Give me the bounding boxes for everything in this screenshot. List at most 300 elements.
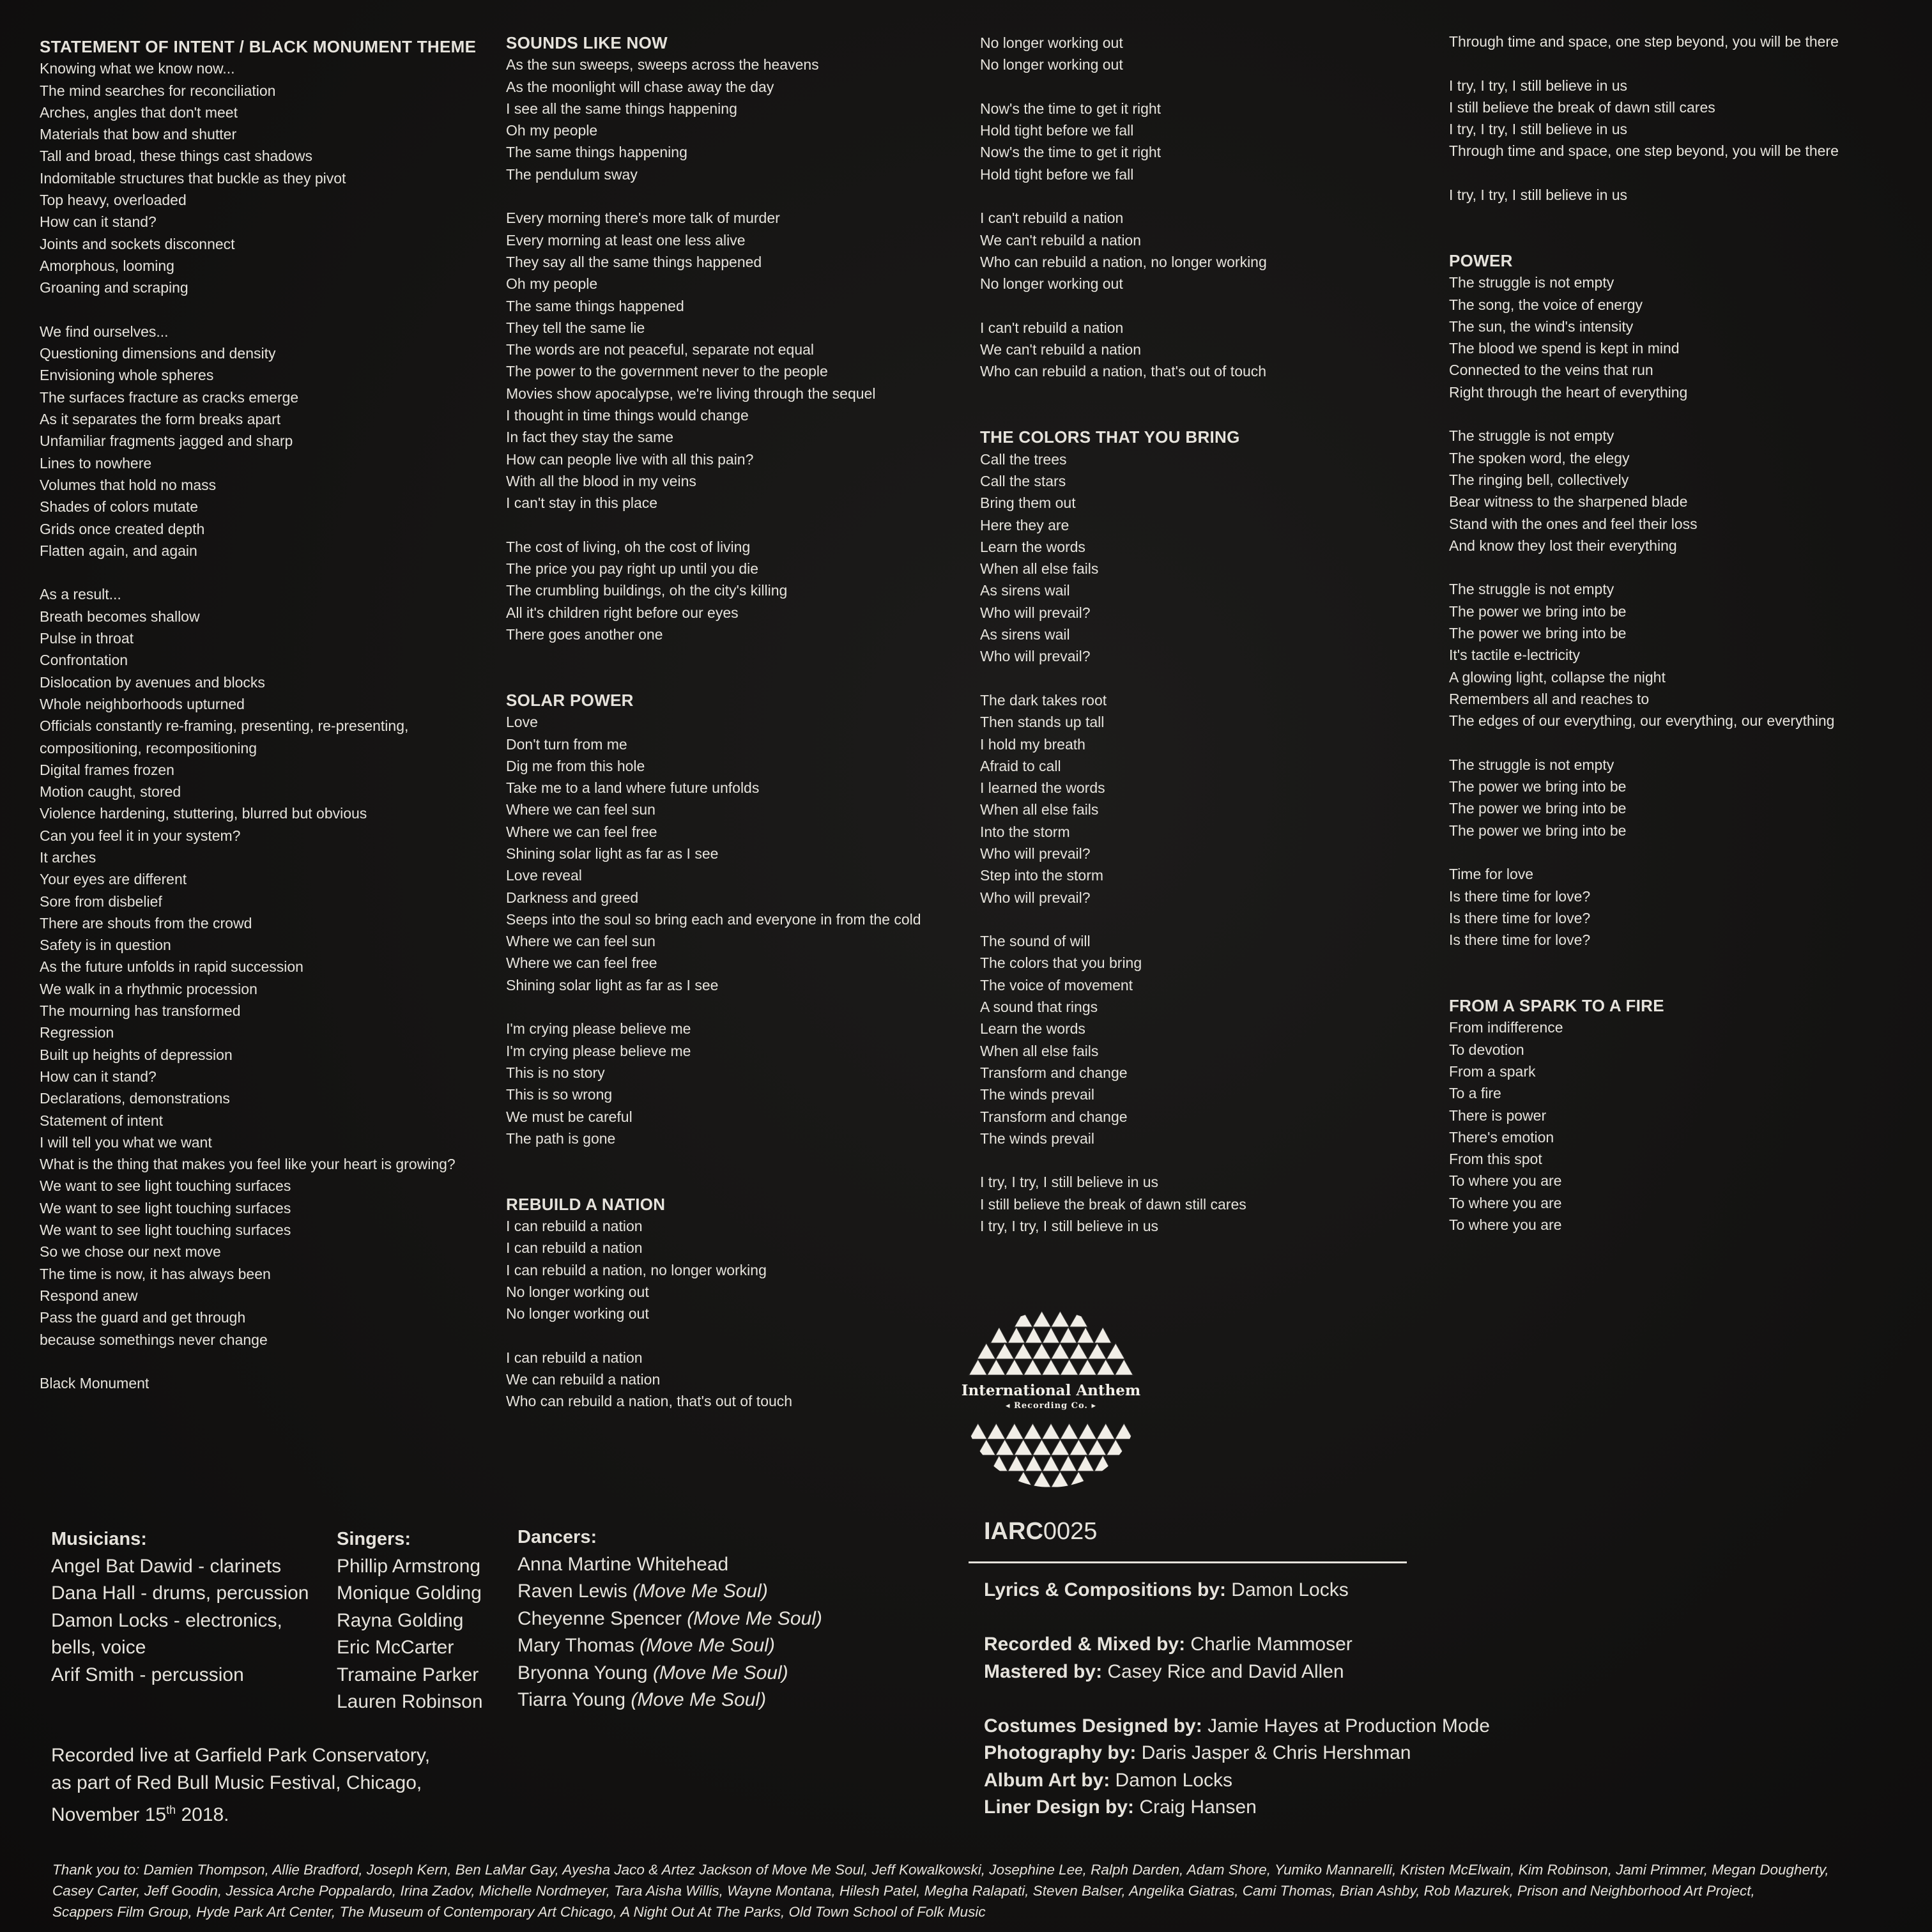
lyric-line: There goes another one — [506, 626, 663, 643]
lyric-line: To where you are — [1449, 1216, 1562, 1234]
lyric-line: The mourning has transformed — [40, 1002, 241, 1020]
lyric-line: Call the trees — [980, 450, 1067, 468]
lyric-line: The path is gone — [506, 1130, 616, 1147]
lyric-line: The edges of our everything, our everything, our everything — [1449, 712, 1835, 730]
lyric-line: All it's children right before our eyes — [506, 604, 739, 621]
musician-line: Dana Hall - drums, percussion — [51, 1583, 309, 1604]
musician-line: bells, voice — [51, 1637, 146, 1658]
lyric-line: No longer working out — [506, 1283, 649, 1300]
dome-facet — [1107, 1439, 1125, 1455]
lyric-line: Darkness and greed — [506, 889, 639, 906]
lyric-line: Pulse in throat — [40, 630, 134, 647]
lyric-line: I can rebuild a nation — [506, 1218, 643, 1235]
lyric-line: The ringing bell, collectively — [1449, 471, 1629, 488]
lyric-line: With all the blood in my veins — [506, 472, 696, 489]
lyric-line: We walk in a rhythmic procession — [40, 980, 257, 997]
lyric-line: As sirens wail — [980, 626, 1070, 643]
dancer-line: Cheyenne Spencer (Move Me Soul) — [518, 1607, 822, 1629]
dome-facet — [995, 1343, 1014, 1359]
stanza-gap — [1449, 228, 1915, 250]
lyric-line: I try, I try, I still believe in us — [1449, 121, 1628, 138]
lyric-line: From indifference — [1449, 1019, 1563, 1036]
stanza-gap — [40, 299, 487, 321]
lyric-line: I can rebuild a nation, no longer working — [506, 1261, 767, 1278]
dome-facet — [1094, 1455, 1112, 1471]
stanza-gap — [1449, 951, 1915, 972]
stanza-gap — [980, 185, 1427, 207]
stanza-gap — [40, 1351, 487, 1372]
lyric-line: I see all the same things happening — [506, 100, 737, 117]
lyric-line: Safety is in question — [40, 937, 171, 954]
lyric-line: We can rebuild a nation — [506, 1371, 661, 1388]
lyric-line: We can't rebuild a nation — [980, 231, 1142, 249]
lyric-line: Groaning and scraping — [40, 279, 188, 296]
lyric-line: Who can rebuild a nation, no longer working — [980, 253, 1267, 270]
thank-you-line: Thank you to: Damien Thompson, Allie Bradford, Joseph Kern, Ben LaMar Gay, Ayesha Jaco & Artez Jackson of Move Me Soul, Jeff Kowalkowski, Josephine Lee, Ralph Darden, Adam Shore, Yumiko Mannarelli, Kristen McElwain, Kim Robinson, Jami Primmer, Megan Dougherty, — [52, 1862, 1829, 1878]
lyric-line: I still believe the break of dawn still cares — [1449, 98, 1715, 116]
dome-facet — [1088, 1343, 1107, 1359]
lyric-line: Remembers all and reaches to — [1449, 690, 1650, 707]
lyric-line: I can't stay in this place — [506, 494, 658, 512]
lyric-line: Is there time for love? — [1449, 909, 1591, 926]
lyric-line: When all else fails — [980, 1042, 1099, 1059]
dome-facet — [1051, 1439, 1070, 1455]
lyric-line: The mind searches for reconciliation — [40, 82, 276, 99]
lyric-line: When all else fails — [980, 560, 1099, 578]
song-title: POWER — [1449, 250, 1513, 270]
stanza-gap — [506, 1325, 966, 1347]
label-logo-subtitle: ◂ Recording Co. ▸ — [1005, 1401, 1097, 1411]
stanza-gap — [980, 295, 1427, 317]
lyric-line: The power we bring into be — [1449, 625, 1627, 642]
dome-facet — [1060, 1359, 1078, 1375]
lyric-line: Statement of intent — [40, 1112, 164, 1129]
lyric-line: The struggle is not empty — [1449, 756, 1614, 773]
lyric-line: Where we can feel free — [506, 954, 657, 972]
lyric-line: Who will prevail? — [980, 648, 1091, 665]
song-title: FROM A SPARK TO A FIRE — [1449, 996, 1664, 1016]
lyric-line: Officials constantly re-framing, presenting, re-presenting, — [40, 717, 409, 735]
stanza-gap — [506, 185, 966, 207]
lyric-line: The time is now, it has always been — [40, 1265, 271, 1282]
lyric-line: Transform and change — [980, 1108, 1128, 1125]
lyric-line: Sore from disbelief — [40, 893, 162, 910]
lyric-line: The struggle is not empty — [1449, 274, 1614, 291]
lyric-line: The price you pay right up until you die — [506, 560, 759, 578]
label-logo-name: International Anthem — [961, 1382, 1141, 1399]
dancers-heading: Dancers: — [518, 1527, 597, 1547]
lyric-line: Every morning there's more talk of murder — [506, 210, 780, 227]
thank-you-note — [52, 1859, 1905, 1922]
lyric-line: There is power — [1449, 1107, 1547, 1124]
dome-facet — [1115, 1359, 1133, 1375]
dome-facet — [1107, 1343, 1125, 1359]
lyric-line: Whole neighborhoods upturned — [40, 695, 245, 712]
lyric-line: Call the stars — [980, 472, 1066, 489]
lyric-line: Bring them out — [980, 494, 1076, 512]
singers-credits — [337, 1526, 483, 1716]
stanza-gap — [980, 383, 1427, 404]
production-credit-line: Photography by: Daris Jasper & Chris Hershman — [984, 1742, 1411, 1763]
lyric-line: We want to see light touching surfaces — [40, 1222, 291, 1239]
lyric-line: Now's the time to get it right — [980, 100, 1162, 117]
stanza-gap — [1449, 206, 1915, 227]
dome-facet — [969, 1359, 987, 1375]
lyric-line: Who will prevail? — [980, 845, 1091, 862]
singer-line: Monique Golding — [337, 1583, 482, 1604]
lyric-line: This is so wrong — [506, 1086, 613, 1103]
lyric-line: I try, I try, I still believe in us — [980, 1218, 1159, 1235]
stanza-gap — [506, 996, 966, 1018]
dancer-line: Tiarra Young (Move Me Soul) — [518, 1689, 767, 1710]
stanza-gap — [506, 1149, 966, 1171]
dome-facet — [969, 1423, 987, 1439]
stanza-gap — [980, 908, 1427, 930]
lyric-line: I will tell you what we want — [40, 1133, 212, 1151]
lyric-line: Right through the heart of everything — [1449, 383, 1688, 401]
lyric-line: No longer working out — [980, 275, 1123, 293]
production-credit-line: Liner Design by: Craig Hansen — [984, 1797, 1257, 1818]
musician-line: Arif Smith - percussion — [51, 1664, 244, 1685]
lyric-line: The sound of will — [980, 933, 1091, 950]
lyric-line: We must be careful — [506, 1108, 632, 1125]
lyric-line: Hold tight before we fall — [980, 122, 1134, 139]
lyric-line: Declarations, demonstrations — [40, 1090, 230, 1107]
lyric-line: Then stands up tall — [980, 714, 1105, 731]
lyric-line: Time for love — [1449, 866, 1534, 883]
lyric-line: Through time and space, one step beyond, you will be there — [1449, 33, 1839, 50]
lyric-line: Grids once created depth — [40, 520, 205, 537]
lyric-line: Tall and broad, these things cast shadows — [40, 148, 313, 165]
lyric-line: Pass the guard and get through — [40, 1309, 246, 1326]
lyric-line: Indomitable structures that buckle as they pivot — [40, 169, 346, 187]
lyric-line: Is there time for love? — [1449, 931, 1591, 949]
stanza-gap — [506, 514, 966, 536]
lyric-line: As sirens wail — [980, 582, 1070, 599]
dome-facet — [1023, 1359, 1042, 1375]
dome-facet — [1032, 1311, 1051, 1327]
lyric-line: Questioning dimensions and density — [40, 345, 276, 362]
lyric-line: The spoken word, the elegy — [1449, 449, 1630, 466]
lyric-line: I try, I try, I still believe in us — [980, 1174, 1159, 1191]
singer-line: Tramaine Parker — [337, 1664, 479, 1685]
dancer-line: Mary Thomas (Move Me Soul) — [518, 1635, 775, 1656]
lyrics-column-2 — [506, 32, 966, 1413]
lyric-line: Step into the storm — [980, 867, 1104, 884]
lyric-line: Where we can feel sun — [506, 933, 656, 950]
lyric-line: The surfaces fracture as cracks emerge — [40, 388, 299, 406]
lyric-line: Who will prevail? — [980, 889, 1091, 906]
lyric-line: To a fire — [1449, 1085, 1501, 1102]
lyric-line: The struggle is not empty — [1449, 581, 1614, 598]
stanza-gap — [1449, 732, 1915, 754]
dome-facet — [1096, 1359, 1115, 1375]
lyric-line: Digital frames frozen — [40, 761, 174, 778]
production-credit-line: Recorded & Mixed by: Charlie Mammoser — [984, 1634, 1353, 1655]
production-credit-line: Album Art by: Damon Locks — [984, 1769, 1232, 1791]
dancer-line: Bryonna Young (Move Me Soul) — [518, 1662, 788, 1683]
production-credit-line: Costumes Designed by: Jamie Hayes at Production Mode — [984, 1715, 1490, 1736]
lyric-line: Arches, angles that don't meet — [40, 103, 238, 121]
lyric-line: A glowing light, collapse the night — [1449, 668, 1666, 686]
dome-facet — [1008, 1455, 1025, 1471]
lyrics-column-3 — [980, 32, 1427, 1237]
lyric-line: Afraid to call — [980, 757, 1061, 774]
lyric-line: We want to see light touching surfaces — [40, 1199, 291, 1216]
lyric-line: As the sun sweeps, sweeps across the heavens — [506, 56, 819, 73]
lyric-line: To where you are — [1449, 1172, 1562, 1190]
lyric-line: because somethings never change — [40, 1331, 268, 1348]
catalog-number: IARC0025 — [984, 1518, 1098, 1545]
lyric-line: The same things happening — [506, 144, 687, 161]
lyric-line: I hold my breath — [980, 735, 1085, 753]
singer-line: Rayna Golding — [337, 1609, 464, 1631]
lyric-line: The crumbling buildings, oh the city's killing — [506, 582, 788, 599]
thank-you-line: Casey Carter, Jeff Goodin, Jessica Arche Poppalardo, Irina Zadov, Michelle Nordmeyer, Tara Aisha Willis, Wayne Montana, Hilesh Patel, Megha Ralapati, Steven Balser, Angelika Giatras, Cami Thomas, Brian Ashby, Rob Mazurek, Prison and Neighborhood Art Project, — [52, 1883, 1755, 1899]
lyric-line: Shining solar light as far as I see — [506, 976, 719, 993]
lyric-line: The power we bring into be — [1449, 602, 1627, 620]
lyric-line: To devotion — [1449, 1041, 1524, 1058]
lyric-line: Regression — [40, 1024, 114, 1041]
lyric-line: No longer working out — [980, 34, 1123, 51]
lyric-line: The voice of movement — [980, 976, 1133, 993]
lyric-line: Now's the time to get it right — [980, 144, 1162, 161]
lyric-line: No longer working out — [980, 56, 1123, 73]
dome-facet — [1015, 1471, 1033, 1487]
dome-facet — [1032, 1471, 1051, 1487]
lyric-line: They tell the same lie — [506, 319, 645, 336]
dome-facet — [1096, 1423, 1115, 1439]
dome-facet — [1025, 1327, 1042, 1343]
dome-facet — [1042, 1359, 1061, 1375]
lyric-line: Black Monument — [40, 1375, 150, 1392]
stanza-gap — [980, 1149, 1427, 1171]
lyric-line: Seeps into the soul so bring each and everyone in from the cold — [506, 910, 921, 928]
thank-you-line: Scappers Film Group, Hyde Park Art Center, The Museum of Contemporary Art Chicago, A Night Out At The Parks, Old Town School of Folk Music — [52, 1904, 986, 1920]
lyric-line: They say all the same things happened — [506, 253, 762, 270]
dome-facet — [1078, 1423, 1097, 1439]
lyric-line: Oh my people — [506, 122, 598, 139]
dome-facet — [1078, 1359, 1097, 1375]
stanza-gap — [1449, 973, 1915, 995]
lyric-line: I can rebuild a nation — [506, 1349, 643, 1366]
singers-heading: Singers: — [337, 1529, 411, 1549]
lyric-line: What is the thing that makes you feel like your heart is growing? — [40, 1156, 456, 1173]
lyric-line: Breath becomes shallow — [40, 608, 200, 625]
geodesic-dome-logo-icon — [958, 1303, 1144, 1495]
singer-line: Phillip Armstrong — [337, 1555, 481, 1577]
lyrics-column-4 — [1449, 31, 1915, 1236]
stanza-gap — [1449, 52, 1915, 74]
dome-facet — [990, 1455, 1008, 1471]
lyric-line: The colors that you bring — [980, 954, 1142, 972]
lyric-line: Confrontation — [40, 652, 128, 669]
lyric-line: Love reveal — [506, 867, 582, 884]
lyric-line: As the future unfolds in rapid succession — [40, 958, 303, 976]
lyric-line: There are shouts from the crowd — [40, 914, 252, 931]
lyric-line: So we chose our next move — [40, 1243, 221, 1261]
lyric-line: The dark takes root — [980, 691, 1107, 709]
lyric-line: Top heavy, overloaded — [40, 192, 187, 209]
lyric-line: Shades of colors mutate — [40, 498, 199, 516]
lyric-line: Don't turn from me — [506, 735, 627, 753]
dome-facet — [1070, 1439, 1088, 1455]
lyric-line: Envisioning whole spheres — [40, 367, 214, 384]
lyric-line: The same things happened — [506, 297, 684, 314]
lyric-line: I can't rebuild a nation — [980, 210, 1124, 227]
stanza-gap — [980, 668, 1427, 689]
musician-line: Angel Bat Dawid - clarinets — [51, 1555, 282, 1577]
dome-facet — [1060, 1423, 1078, 1439]
dome-facet — [1115, 1423, 1133, 1439]
production-credit-line — [984, 1604, 1490, 1632]
lyric-line: No longer working out — [506, 1305, 649, 1322]
lyric-line: The struggle is not empty — [1449, 427, 1614, 445]
dome-facet — [1032, 1439, 1051, 1455]
dome-facet — [987, 1359, 1006, 1375]
lyric-line: This is no story — [506, 1064, 605, 1081]
musicians-heading: Musicians: — [51, 1529, 147, 1549]
lyric-line: Who will prevail? — [980, 604, 1091, 621]
lyric-line: We find ourselves... — [40, 323, 169, 340]
lyric-line: Joints and sockets disconnect — [40, 235, 235, 252]
lyric-line: I try, I try, I still believe in us — [1449, 77, 1628, 94]
singer-line: Lauren Robinson — [337, 1691, 483, 1712]
lyric-line: From a spark — [1449, 1062, 1536, 1080]
stanza-gap — [506, 668, 966, 689]
stanza-gap — [1449, 556, 1915, 578]
stanza-gap — [1449, 841, 1915, 863]
divider — [969, 1561, 1407, 1563]
dancer-line: Anna Martine Whitehead — [518, 1553, 729, 1575]
lyric-line: I can't rebuild a nation — [980, 319, 1124, 336]
dome-facet — [1042, 1455, 1059, 1471]
dome-facet — [1060, 1455, 1077, 1471]
recording-note-line: November 15th 2018. — [51, 1804, 229, 1825]
lyric-line: Built up heights of depression — [40, 1046, 233, 1063]
dome-facet — [990, 1327, 1008, 1343]
lyric-line: Bear witness to the sharpened blade — [1449, 493, 1688, 510]
stanza-gap — [40, 562, 487, 583]
production-credit-line: Lyrics & Compositions by: Damon Locks — [984, 1579, 1349, 1600]
dome-facet — [995, 1439, 1014, 1455]
lyric-line: Who can rebuild a nation, that's out of touch — [506, 1393, 793, 1410]
lyric-line: Where we can feel free — [506, 823, 657, 840]
stanza-gap — [980, 76, 1427, 98]
lyric-line: Violence hardening, stuttering, blurred but obvious — [40, 805, 367, 822]
lyric-line: Every morning at least one less alive — [506, 231, 746, 249]
lyric-line: It arches — [40, 848, 96, 866]
dome-facet — [977, 1439, 995, 1455]
lyric-line: I learned the words — [980, 779, 1105, 797]
lyric-line: Dig me from this hole — [506, 757, 645, 774]
dome-facet — [1008, 1327, 1025, 1343]
dome-facet — [1042, 1423, 1061, 1439]
lyric-line: The power we bring into be — [1449, 822, 1627, 839]
dome-facet — [1051, 1471, 1070, 1487]
lyric-line: Dislocation by avenues and blocks — [40, 673, 265, 691]
dome-facet — [1006, 1359, 1024, 1375]
lyric-line: As the moonlight will chase away the day — [506, 78, 774, 95]
song-title: SOLAR POWER — [506, 690, 634, 710]
lyric-line: Learn the words — [980, 1020, 1085, 1038]
lyric-line: The blood we spend is kept in mind — [1449, 340, 1680, 357]
lyric-line: Knowing what we know now... — [40, 60, 235, 77]
lyric-line: Can you feel it in your system? — [40, 827, 241, 844]
dome-facet — [1094, 1327, 1112, 1343]
lyric-line: Respond anew — [40, 1287, 138, 1304]
lyric-line: When all else fails — [980, 801, 1099, 818]
lyric-line: Lines to nowhere — [40, 454, 152, 471]
dome-facet — [1014, 1439, 1032, 1455]
lyrics-column-1 — [40, 36, 487, 1394]
lyric-line: The cost of living, oh the cost of living — [506, 538, 751, 555]
dome-facet — [1014, 1343, 1032, 1359]
production-credits — [984, 1577, 1490, 1821]
dome-facet — [1032, 1343, 1051, 1359]
lyric-line: Take me to a land where future unfolds — [506, 779, 760, 797]
dome-facet — [1077, 1455, 1094, 1471]
recording-note — [51, 1742, 430, 1829]
musicians-credits — [51, 1526, 309, 1689]
lyric-line: I try, I try, I still believe in us — [1449, 187, 1628, 204]
dome-facet — [1051, 1311, 1070, 1327]
dome-facet — [1070, 1343, 1088, 1359]
lyric-line: And know they lost their everything — [1449, 537, 1677, 554]
lyric-line: Transform and change — [980, 1064, 1128, 1081]
lyric-line: In fact they stay the same — [506, 429, 674, 446]
dome-facet — [1060, 1327, 1077, 1343]
stanza-gap — [506, 645, 966, 667]
stanza-gap — [1449, 403, 1915, 425]
dome-facet — [1023, 1423, 1042, 1439]
recording-note-line: as part of Red Bull Music Festival, Chicago, — [51, 1772, 422, 1793]
lyric-line: Is there time for love? — [1449, 887, 1591, 905]
lyric-line: As a result... — [40, 586, 121, 603]
lyric-line: Where we can feel sun — [506, 801, 656, 818]
lyric-line: Hold tight before we fall — [980, 165, 1134, 183]
lyric-line: Into the storm — [980, 823, 1070, 840]
song-title: SOUNDS LIKE NOW — [506, 33, 668, 52]
lyric-line: How can people live with all this pain? — [506, 450, 754, 468]
lyric-line: Oh my people — [506, 275, 598, 293]
dome-facet — [1051, 1343, 1070, 1359]
lyric-line: We can't rebuild a nation — [980, 341, 1142, 358]
lyric-line: The pendulum sway — [506, 165, 638, 183]
production-credit-line: Mastered by: Casey Rice and David Allen — [984, 1660, 1344, 1682]
lyric-line: I can rebuild a nation — [506, 1239, 643, 1257]
production-credit-line — [984, 1685, 1490, 1713]
lyric-line: Love — [506, 714, 538, 731]
lyric-line: We want to see light touching surfaces — [40, 1177, 291, 1195]
lyric-line: Volumes that hold no mass — [40, 476, 217, 493]
lyric-line: Through time and space, one step beyond, you will be there — [1449, 142, 1839, 160]
musician-line: Damon Locks - electronics, — [51, 1609, 282, 1631]
lyric-line: Connected to the veins that run — [1449, 362, 1653, 379]
lyric-line: Stand with the ones and feel their loss — [1449, 515, 1698, 532]
dome-facet — [1025, 1455, 1042, 1471]
song-title: THE COLORS THAT YOU BRING — [980, 427, 1240, 447]
lyric-line: How can it stand? — [40, 213, 157, 231]
lyric-line: The song, the voice of energy — [1449, 296, 1643, 313]
dome-facet — [1070, 1471, 1088, 1487]
lyric-line: Who can rebuild a nation, that's out of touch — [980, 363, 1267, 380]
dome-facet — [1070, 1311, 1088, 1327]
lyric-line: Shining solar light as far as I see — [506, 845, 719, 862]
lyric-line: There's emotion — [1449, 1128, 1554, 1146]
dome-facet — [1006, 1423, 1024, 1439]
dome-facet — [1077, 1327, 1094, 1343]
